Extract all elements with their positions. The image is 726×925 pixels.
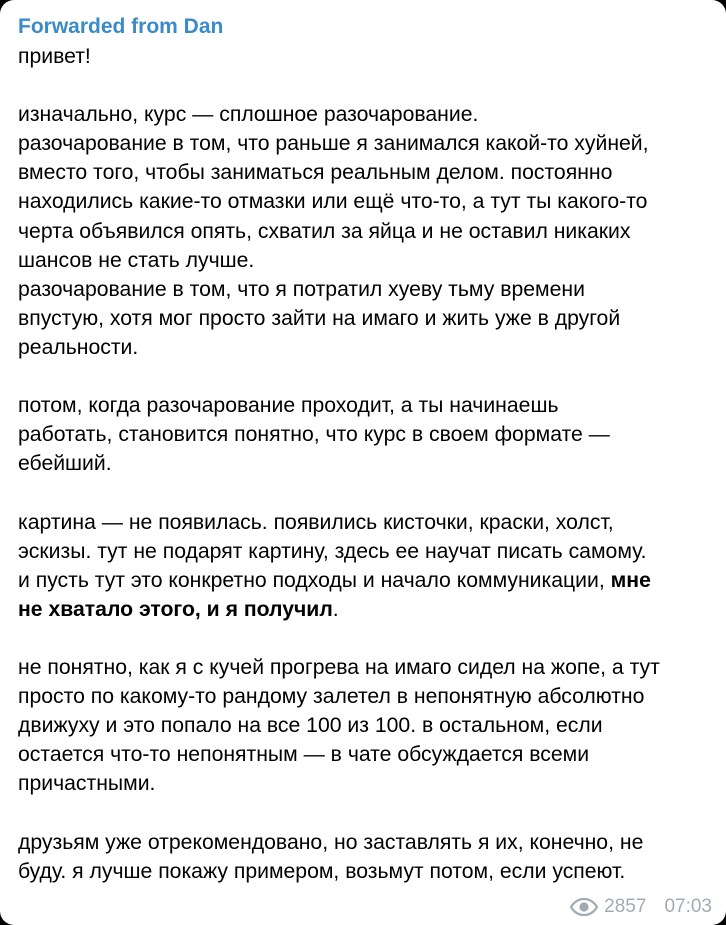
message-meta [570,895,712,919]
blank-line [18,71,718,100]
text-line: находились какие-то отмазки или ещё что-то, а тут ты какого-то [18,190,648,214]
message-time: 07:03 [664,896,712,917]
bold-segment: не хватало этого, и я получил [18,597,333,621]
text-line: ебейший. [18,452,112,476]
text-line: эскизы. тут не подарят картину, здесь ее научат писать самому. [18,539,647,563]
bold-segment: мне [610,568,651,592]
text-line: буду. я лучше покажу примером, возьмут потом, если успеют. [18,859,626,883]
text-line: причастными. [18,772,156,796]
text-line-mixed [18,595,718,624]
text-line: шансов не стать лучше. [18,248,255,272]
text-segment: . [332,597,339,621]
text-line: вместо того, чтобы заниматься реальным делом. постоянно [18,161,613,185]
text-line: потом, когда разочарование проходит, а ты начинаешь [18,394,559,418]
eye-icon [570,898,598,916]
text-line: изначально, курс — сплошное разочарование. [18,103,479,127]
text-line: работать, становится понятно, что курс в своем формате — [18,423,610,447]
message-text [18,42,718,886]
forwarded-from-link[interactable]: Forwarded from Dan [18,15,224,38]
text-line: остается что-то непонятным — в чате обсуждается всеми [18,743,590,767]
text-line: друзьям уже отрекомендовано, но заставлять я их, конечно, не [18,830,644,854]
view-count: 2857 [604,896,647,917]
blank-line [18,478,718,507]
text-line: картина — не появилась. появились кисточки, краски, холст, [18,510,614,534]
text-line: не понятно, как я с кучей прогрева на имаго сидел на жопе, а тут [18,655,660,679]
blank-line [18,624,718,653]
text-line: просто по какому-то рандому залетел в непонятную абсолютно [18,685,645,709]
text-line: привет! [18,45,91,68]
text-line: черта объявился опять, схватил за яйца и не оставил никаких [18,219,631,243]
blank-line [18,362,718,391]
text-line: разочарование в том, что я потратил хуеву тьму времени [18,277,585,301]
text-line: реальности. [18,335,139,359]
text-line: впустую, хотя мог просто зайти на имаго и жить уже в другой [18,306,621,330]
text-line: разочарование в том, что раньше я занимался какой-то хуйней, [18,132,649,156]
blank-line [18,798,718,827]
text-segment: и пусть тут это конкретно подходы и начало коммуникации, [18,568,611,592]
text-line-mixed [18,566,718,595]
text-line: движуху и это попало на все 100 из 100. в остальном, если [18,714,603,738]
